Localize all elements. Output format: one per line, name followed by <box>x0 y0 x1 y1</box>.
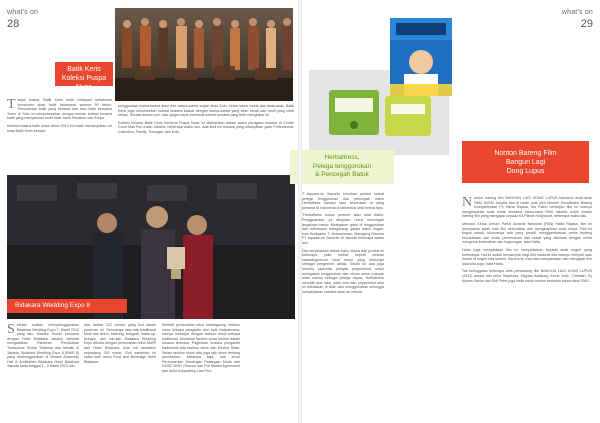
page-gutter <box>298 0 302 423</box>
herbal-title-line2: Pelega tenggorokan <box>312 162 372 170</box>
movie-title-line3: Dong Lupus <box>506 168 545 175</box>
batik-article-col1 <box>7 98 112 160</box>
right-page <box>300 0 600 423</box>
dropcap-s: S <box>7 323 15 337</box>
lupus-movie-poster <box>390 18 452 96</box>
herbal-p1: T Aquase-ve Sanorite lunurkan produk herbal pelega tenggorokan dan pencegah batuk Herbaltress hasrasi baru kesehatan di yang pertama di Indonesia di berbentuk strip herbal tipis. <box>302 192 384 210</box>
bidakara-caption: Bidakara Wedding Expo 8 <box>7 299 127 313</box>
wedding-article-col1 <box>7 323 79 419</box>
page-number-right: 29 <box>580 18 593 30</box>
herbal-p2: "Herbaltress bukan permen atau obat batuk. Pengguanaan ya ditujukan untuk mencegah terjadinya batuk. Melegakan gatal di tenggorokan dan membantu mengurangi gejala batuk ringan. Ivan Budiyanto T. Muwasirman, Managing Director PT Aquase-ve Sanorite di Jakarta beberapa waktu lalu. <box>302 213 384 245</box>
dropcap-n: N <box>462 196 473 210</box>
batik-article-col2 <box>118 104 294 164</box>
movie-p4: Tak ketinggalan beberapa artis pendukung film BANGUN LAGI DONG LUPUS (2013) antara lain Acha Septriasa, Migdad Addausy, Kevin Julio, Christian, Ify Alyssa Sasha dan Didi Petet juga hadir untuk nonton bersama siswa-siswi SMU. <box>462 269 592 283</box>
page-number: 28 <box>7 18 20 30</box>
batik-fashion-photo <box>115 8 293 101</box>
herbaltress-article <box>302 192 384 417</box>
batik-title-box <box>55 62 113 91</box>
herbal-p3: Dia menjelaskan bahan baku utama dari produk ini beberapa yaitu herbal seperti ekstrak sauseilugomzee lokal murni yang berfungsi sebagai pengencer dahak. Selain itu ada juga mentha piperetta (minyak peppermint) untuk melegakan tenggorokan dan eleum anise (minyak adas manis) sebagai pelega napas. Herbaltress memiliki dua rasa, yaitu mint dan peppermint strip ini diletakkan di lidah dan menggunakan sehingga menyejukkan sehabis akan air minum. <box>302 248 384 294</box>
movie-p3: Hatta juga mengatakan film ini menyadarkan kepada anak negeri yang berbudaya. Hal ini sudah berdampak bagi film nasional kita mampu menjadi tuan rumah di negeri kita sendiri. Karena itu mari kita menyaksikan dan mengajak film lokal kita juga,' kata Hatta. <box>462 247 592 266</box>
movie-title-line1: Nonton Bareng Film <box>494 150 557 157</box>
wedding-col3: Setelah pemecahan rekor berlangsung, fashion show kebaya pengantin dari Apik Dwipancana, lainnya berlanjut dengan fashion show kebaya traditional. Kenaikan fashion show berikut dalam busana tersebut. Pagelaran busana pengantin tradisional ada fashion show dan Devina Shah. Selain fashion show ada juga talk show tentang pernikahan. Misalnya saja, talk show Perencanaan Keuangan Pasangan Muda dari OCBC NISP, Finance dan Pre Marital Agreement dari Anita Kolopaking Law Firm. <box>162 323 240 373</box>
section-label-right: what's on <box>561 9 593 16</box>
movie-p1: onton bareng film BANGUN LAGI DONG LUPUS bersama anak-anak SMU SeDKI Jakarta dan di hadiri pula oleh Menteri Koordinator Bidang Kesejahteraan PL Harta Rajasa, Ibu Fatrio berfanjao film ini mampu menginspirasi anak muda terutama siswa-siswi SMU Jakarta untuk nonton bareng film yang mengajak kepada K3 Planet Hollywood, beberapa waktu lalu. <box>462 196 592 219</box>
wedding-article-col3 <box>162 323 240 419</box>
wedding-col2: Ada sekitar 122 vendor yang ikut dalam pameran ini. Semuanya rata-rata traditional Multi dari dekor, katering, fotografi, make-up, kebaya, dan lain-lain Bidakara Wedding Expo dibuka dengan pemecahan rekor MURI dari Hotel Bidakara, Ada roti sandwich sepanjang 220 meter. Roti sandwich ini salah satu menu Food and Beverage Hotel Bidakara. <box>84 323 156 364</box>
herbal-title-line3: & Pencegah Batuk <box>315 171 369 178</box>
wedding-col1: etelah sukses menyelenggarakan Bidakara Wedding Expo 7, Maret 2012 yang lalu, Manten House bersama dengan Hotel Bidakara Jakarta, kembali mengadakan Pameran Pernikahan Tradisional Global Terbesar dan terbaik di Jakarta, Bidakara Wedding Expo 8 (BWE 8) yang diselenggarakan di Birawa Assembly Hall & Auditorium Bidakara Hotel Bidakara Jakarta pada tanggal 1 - 3 Maret 2013 lalu. <box>7 323 79 369</box>
section-label: what's on <box>7 9 39 16</box>
movie-article <box>462 196 592 416</box>
herbaltress-title-box <box>290 150 394 184</box>
movie-title-line2: Bangun Lagi <box>505 159 546 166</box>
batik-title-line2: Koleksi Puspa Nusa <box>61 75 107 91</box>
dropcap-t: T <box>7 98 16 112</box>
movie-p2: Menurut Ketua Umum Partai Amanat Nasional (PAN) Hatta Rajasa, film ini merupakan salah satu film berkualitas dan menginspirasi anak muda. Film ini bagus sekali, khususnya ada yang kreatif, menggambarkan cerita tentang kesukasaan dan suatu pertemanan dan sosial yang dikemas dengan cerita mengenai kebersihan dan lingkungan, kata Hatta. <box>462 221 592 245</box>
batik-col1-p2: Koleksi busana batik untuk tahun 2013 ini masih menampilkan ciri khas Batik Keris berupa <box>7 123 112 133</box>
batik-col1-p1: anpa terasa, Batik Keris telah melayani kebutuhan konsumen akan batik tradisional selama 90 tahun. Perusahaan batik yang berawal dari toko batik bernama 'Keris' di Solo ini menyelaraskan dengan meriah koleksi busana batik yang menyatukan motif batik Jawa Pesisiran dan Empa. <box>7 98 112 121</box>
wedding-article-col2 <box>84 323 156 419</box>
herbal-title-line1: Herbaltress, <box>324 154 360 161</box>
bidakara-award-photo <box>7 175 295 319</box>
batik-col2-p1: penggunaan warna-warna alam dan warna-warna sogan khas Solo. Untuk kaum muda dan anak-anak, Batik Keris juga meluncurkan koleksi busana kasual dengan warna-warna yang lebih cerah dan motif yang lebih bebas. Secara desain pun, ada upaya untuk membuat koleksi busana yang lebih menghibur ini. <box>118 104 294 118</box>
batik-title-line1: Batik Keris <box>67 66 101 73</box>
batik-col2-p2: Koleksi busana Batik Keris bertema Puspa Nusa ini ditampilkan dalam acara peragaan busana di Center Court Mall Pon Indah Jakarta, beberapa waktu lalu. Ada lima lini busana yang ditampilkan yaitu Professional, Collection, Family, Teenager, dan Kids. <box>118 120 294 134</box>
movie-title-box <box>462 141 589 183</box>
